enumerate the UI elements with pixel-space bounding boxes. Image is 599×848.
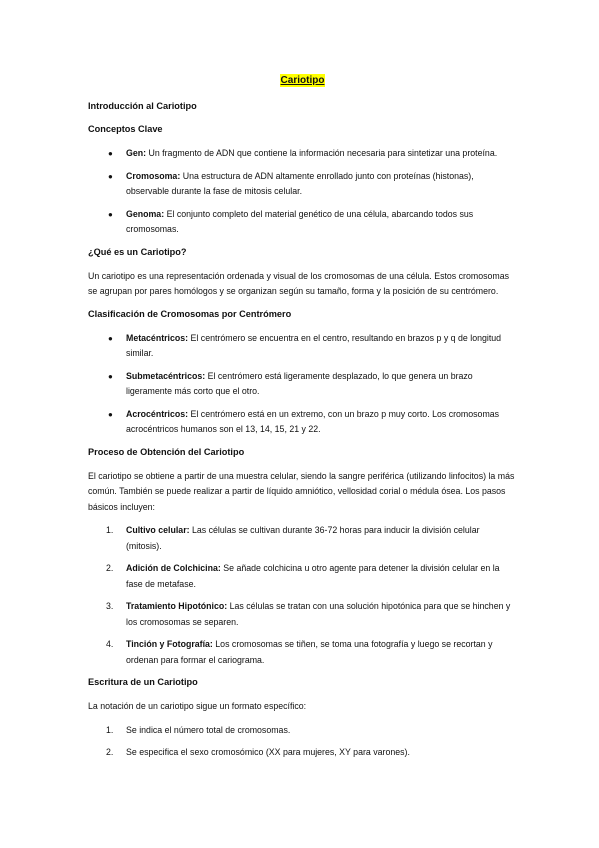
list-item: 1. Se indica el número total de cromosomas. (106, 724, 291, 735)
classification-list (88, 331, 517, 438)
bullet-icon: ● (108, 171, 113, 181)
list-item: 4. Tinción y Fotografía: Los cromosomas se tiñen, se toma una fotografía y luego se recortan y ordenan para formar el cariograma. (106, 639, 493, 665)
list-item: 1. Cultivo celular: Las células se cultivan durante 36-72 horas para inducir la división celular (mitosis). (106, 525, 480, 551)
process-heading: Proceso de Obtención del Cariotipo (88, 446, 245, 457)
concepts-list (88, 146, 517, 238)
concepts-heading: Conceptos Clave (88, 124, 163, 134)
writing-paragraph: La notación de un cariotipo sigue un formato específico: (88, 701, 307, 711)
bullet-icon: ● (108, 149, 113, 158)
bullet-icon: ● (108, 209, 113, 219)
list-item: ● Acrocéntricos: El centrómero está en un extremo, con un brazo p muy corto. Los cromosomas acrocéntricos humanos son el 13, 14, 15, 21 y 22. (108, 408, 500, 434)
list-item: ● Genoma: El conjunto completo del material genético de una célula, abarcando todos sus cromosomas. (108, 208, 474, 234)
list-item: ● Gen: Un fragmento de ADN que contiene la información necesaria para sintetizar una proteína. (88, 146, 517, 162)
bullet-icon: ● (108, 409, 113, 419)
document-title: Cariotipo (280, 75, 325, 86)
what-paragraph: Un cariotipo es una representación ordenada y visual de los cromosomas de una célula. Estos cromosomas se agrupan por pares homólogos y se organizan según su tamaño, forma y la posición de su centrómero. (88, 270, 510, 296)
list-item: ● Cromosoma: Una estructura de ADN altamente enrollado junto con proteínas (histonas), observable durante la fase de mitosis celular. (108, 170, 474, 196)
what-heading: ¿Qué es un Cariotipo? (88, 246, 187, 257)
bullet-icon: ● (108, 371, 113, 381)
list-item: ● Metacéntricos: El centrómero se encuentra en el centro, resultando en brazos p y q de longitud similar. (108, 332, 502, 358)
classification-heading: Clasificación de Cromosomas por Centrómero (88, 308, 292, 319)
writing-heading: Escritura de un Cariotipo (88, 677, 198, 687)
bullet-icon: ● (108, 333, 113, 343)
list-item: 3. Tratamiento Hipotónico: Las células se tratan con una solución hipotónica para que se hinchen y los cromosomas se separen. (106, 601, 511, 627)
list-item: 2. Se especifica el sexo cromosómico (XX para mujeres, XY para varones). (106, 747, 410, 757)
list-item: 2. Adición de Colchicina: Se añade colchicina u otro agente para detener la división celular en la fase de metafase. (106, 563, 500, 589)
intro-heading: Introducción al Cariotipo (88, 101, 197, 111)
process-paragraph: El cariotipo se obtiene a partir de una muestra celular, siendo la sangre periférica (utilizando linfocitos) la más común. También se puede realizar a partir de líquido amniótico, vellosidad corial o médula ósea. Los pasos básicos incluyen: (88, 470, 515, 512)
process-steps-list (88, 523, 517, 668)
writing-steps-list (88, 723, 517, 761)
list-item: ● Submetacéntricos: El centrómero está ligeramente desplazado, lo que genera un brazo ligeramente más corto que el otro. (108, 370, 473, 396)
